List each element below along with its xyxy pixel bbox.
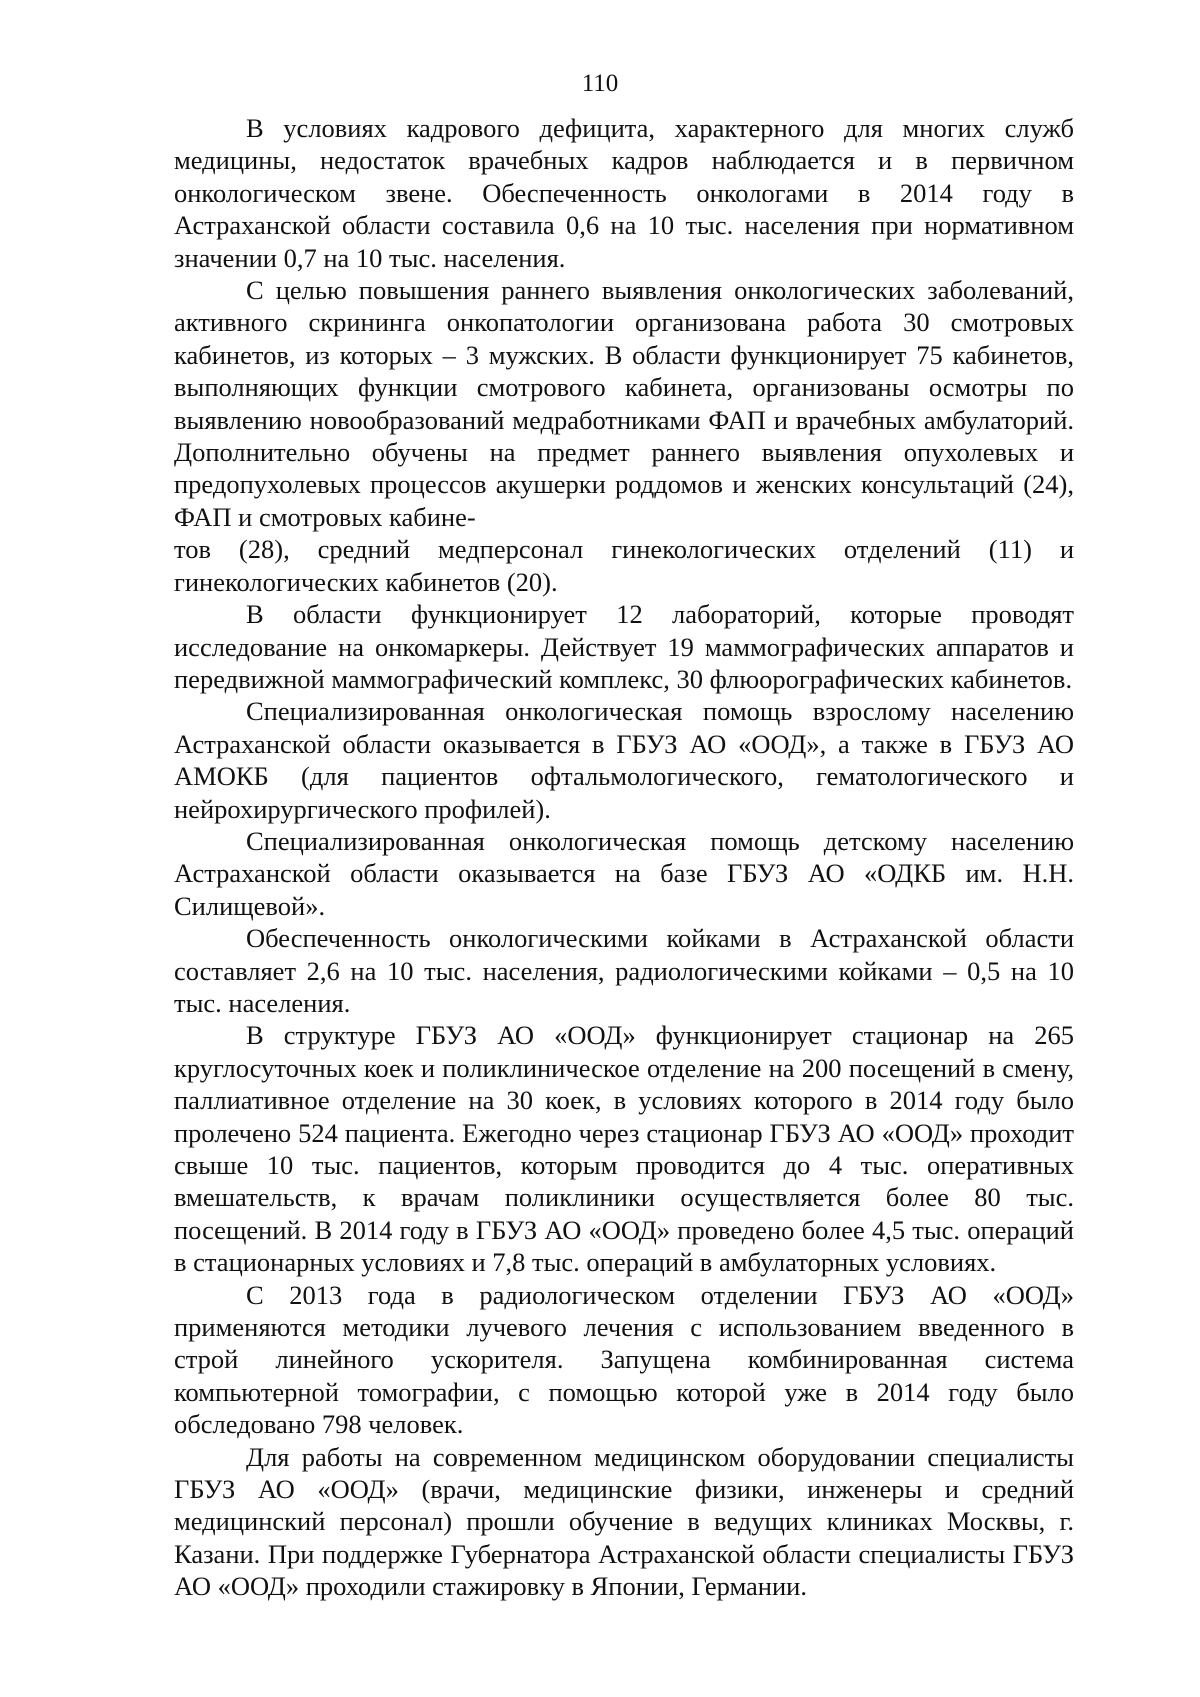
paragraph-screening-continued: тов (28), средний медперсонал гинекологических отделений (11) и гинекологических кабинетов (20).	[174, 534, 1074, 597]
page-number: 110	[581, 70, 619, 97]
paragraph-radiology: С 2013 года в радиологическом отделении ГБУЗ АО «ООД» применяются методики лучевого лечения с использованием введенного в строй линейного ускорителя. Запущена комбинированная система компьютерной томографии, с помощью которой уже в 2014 году было обследовано 798 человек.	[174, 1279, 1074, 1440]
document-body	[174, 112, 1074, 1603]
paragraph-screening: С целью повышения раннего выявления онкологических заболеваний, активного скрининга онкопатологии организована работа 30 смотровых кабинетов, из которых – 3 мужских. В области функционирует 75 кабинетов, выполняющих функции смотрового кабинета, организованы осмотры по выявлению новообразований медработниками ФАП и врачебных амбулаторий. Дополнительно обучены на предмет раннего выявления опухолевых и предопухолевых процессов акушерки роддомов и женских консультаций (24), ФАП и смотровых кабине-	[174, 275, 1074, 532]
paragraph-laboratories: В области функционирует 12 лабораторий, которые проводят исследование на онкомаркеры. Действует 19 маммографических аппаратов и передвижной маммографический комплекс, 30 флюорографических кабинетов.	[174, 599, 1074, 694]
paragraph-bed-provision: Обеспеченность онкологическими койками в Астраханской области составляет 2,6 на 10 тыс. населения, радиологическими койками – 0,5 на 10 тыс. населения.	[174, 923, 1074, 1018]
paragraph-adult-care: Специализированная онкологическая помощь взрослому населению Астраханской области оказывается в ГБУЗ АО «ООД», а также в ГБУЗ АО АМОКБ (для пациентов офтальмологического, гематологического и нейрохирургического профилей).	[174, 696, 1074, 824]
paragraph-training: Для работы на современном медицинском оборудовании специалисты ГБУЗ АО «ООД» (врачи, медицинские физики, инженеры и средний медицинский персонал) прошли обучение в ведущих клиниках Москвы, г. Казани. При поддержке Губернатора Астраханской области специалисты ГБУЗ АО «ООД» проходили стажировку в Японии, Германии.	[174, 1441, 1074, 1602]
paragraph-staff-shortage: В условиях кадрового дефицита, характерного для многих служб медицины, недостаток врачебных кадров наблюдается и в первичном онкологическом звене. Обеспеченность онкологами в 2014 году в Астраханской области составила 0,6 на 10 тыс. населения при нормативном значении 0,7 на 10 тыс. населения.	[174, 113, 1074, 273]
paragraph-hospital-structure: В структуре ГБУЗ АО «ООД» функционирует стационар на 265 круглосуточных коек и поликлиническое отделение на 200 посещений в смену, паллиативное отделение на 30 коек, в условиях которого в 2014 году было пролечено 524 пациента. Ежегодно через стационар ГБУЗ АО «ООД» проходит свыше 10 тыс. пациентов, которым проводится до 4 тыс. оперативных вмешательств, к врачам поликлиники осуществляется более 80 тыс. посещений. В 2014 году в ГБУЗ АО «ООД» проведено более 4,5 тыс. операций в стационарных условиях и 7,8 тыс. операций в амбулаторных условиях.	[174, 1020, 1074, 1278]
paragraph-child-care: Специализированная онкологическая помощь детскому населению Астраханской области оказывается на базе ГБУЗ АО «ОДКБ им. Н.Н. Силищевой».	[174, 825, 1074, 921]
